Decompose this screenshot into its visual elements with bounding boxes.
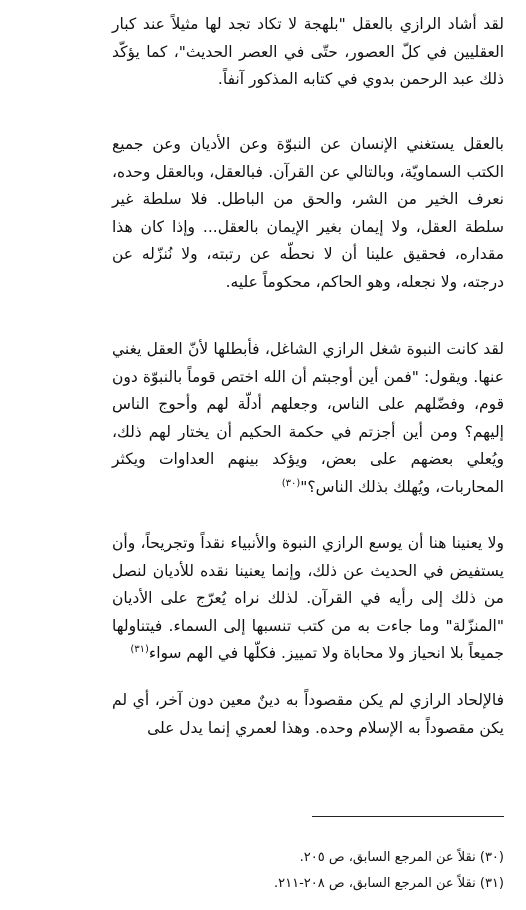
footnote-divider xyxy=(312,816,504,817)
paragraph-4 xyxy=(112,530,504,668)
paragraph-5 xyxy=(112,687,504,742)
paragraph-3 xyxy=(112,336,504,501)
paragraph-1 xyxy=(112,11,504,94)
paragraph-4-text: ولا يعنينا هنا أن يوسع الرازي النبوة والأنبياء نقداً وتجريحاً، وأن يستفيض في الحديث عن ذلك، وإنما يعنينا نقده للأديان لنصل من ذلك إلى رأيه في القرآن. لذلك نراه يُعرّج على الأديان "المنزّلة" وما جاءت به من كتب تنسبها إلى السماء. فيتناولها جميعاً بلا انحياز ولا محاباة ولا تمييز. فكلّها في الهم سواء xyxy=(112,534,504,662)
paragraph-3-text: لقد كانت النبوة شغل الرازي الشاغل، فأبطلها لأنّ العقل يغني عنها. ويقول: "فمن أين أوجبتم أن الله اختص قوماً بالنبوّة دون قوم، وفضّلهم على الناس، وجعلهم أدلّة لهم وأحوج الناس إليهم؟ ومن أين أجزتم في حكمة الحكيم أن يختار لهم ذلك، ويُعلي بعضهم على بعض، ويؤكد بينهم العداوات ويكثر المحاربات، ويُهلك بذلك الناس؟" xyxy=(112,340,504,496)
paragraph-2 xyxy=(112,131,504,296)
paragraph-1-text: لقد أشاد الرازي بالعقل "بلهجة لا تكاد تجد لها مثيلاً عند كبار العقليين في كلّ العصور، حتّى في العصر الحديث"، كما يؤكّد ذلك عبد الرحمن بدوي في كتابه المذكور آنفاً. xyxy=(112,15,504,88)
footnote-31: (٣١) نقلاً عن المرجع السابق، ص ٢٠٨-٢١١. xyxy=(274,876,504,891)
footnote-30: (٣٠) نقلاً عن المرجع السابق، ص ٢٠٥. xyxy=(299,850,504,865)
paragraph-5-text: فالإلحاد الرازي لم يكن مقصوداً به دينٌ معين دون آخر، أي لم يكن مقصوداً به الإسلام وحده. وهذا لعمري إنما يدل على xyxy=(112,691,504,737)
footnote-ref-31: (٣١) xyxy=(130,643,149,655)
paragraph-2-text: بالعقل يستغني الإنسان عن النبوّة وعن الأديان وعن جميع الكتب السماويّة، وبالتالي عن القرآن. فبالعقل، وبالعقل وحده، نعرف الخير من الشر، والحق من الباطل. فلا سلطة غير سلطة العقل، ولا إيمان بغير الإيمان بالعقل... وإذا كان هذا مقداره، فحقيق علينا أن لا نحطّه عن رتبته، ولا نُنزّله عن درجته، ولا نجعله، وهو الحاكم، محكوماً عليه. xyxy=(112,135,504,291)
footnote-ref-30: (٣٠) xyxy=(281,477,301,489)
